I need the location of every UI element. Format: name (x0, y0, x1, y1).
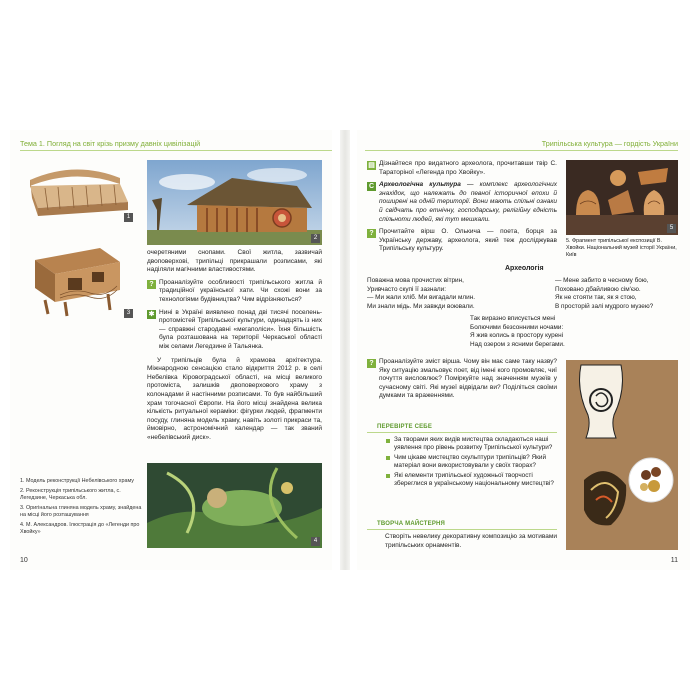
poem-stanza-2 (470, 315, 565, 349)
poem-line: Поховано дбайливою сім'єю. (555, 285, 641, 293)
poem-line: Я жив колись в простору курені (470, 332, 564, 339)
poem-stanza-3 (555, 277, 653, 311)
poem-line: Ми знали мідь. Ми завжди воювали. (367, 302, 475, 310)
poem-line: Уривчасто скупі її зазнали: (367, 285, 447, 293)
workshop-heading: ТВОРЧА МАЙСТЕРНЯ (377, 521, 446, 527)
poem-line: В просторій залі мудрого музею? (555, 302, 654, 310)
temple-architecture-text: У трипільців була й храмова архітектура. Міжнародною сенсацією стало відкриття 2012 р. в селі Небелівка Кіровоградської області, на місці великого протоміста, залишків двоповерхового храму з колонадами й настінними розписами. То був найбільший храм тогочасної Європи. На його місці знайдена велика кількість ритуальної кераміки: фігурки людей, фрагменти посуду, глиняна модель храму, навіть золоті прикраси та, ймовірно, астрономічний календар — так званий «небелівський диск». (147, 356, 322, 441)
poem-line: Над озером з ясними берегами. (470, 340, 565, 348)
left-running-head: Тема 1. Погляд на світ крізь призму давніх цивілізацій (20, 139, 201, 148)
figure-number-2: 2 (311, 234, 320, 243)
check-yourself-heading: ПЕРЕВІРТЕ СЕБЕ (377, 424, 433, 430)
temple-model-image (20, 158, 135, 224)
figure-number-1: 1 (124, 213, 133, 222)
figure-number-3: 3 (124, 309, 133, 318)
poem-line: — Ми жали хліб. Ми вигадали млин. (367, 294, 476, 301)
poem-stanza-1 (367, 277, 475, 311)
task-learn-text: Дізнайтеся про видатного археолога, прочитавши твір С. Тараторіної «Легенда про Хвойку». (379, 160, 557, 176)
check-item: За творами яких видів мистецтва складаються наші уявлення про рівень розвитку Трипільської культури? (385, 436, 557, 453)
task-analyze-block (367, 358, 557, 401)
poem-line: Болючими безсонними ночами: (470, 323, 564, 331)
clay-temple-model-image (20, 240, 135, 320)
figure-5-caption: 5. Фрагмент трипільської експозиції В. Хвойки. Національний музей історії України, Київ (566, 238, 677, 258)
left-text-column (147, 249, 322, 444)
right-top-text (367, 160, 557, 254)
book-gutter (340, 130, 350, 570)
ornament-craft-photo (566, 360, 678, 550)
right-head-rule (365, 150, 678, 151)
figure-captions (20, 478, 145, 539)
question-icon-3: ? (367, 359, 376, 368)
definition-block (367, 181, 557, 224)
definition-icon: С (368, 183, 375, 191)
fact-star-icon: ✱ (148, 310, 155, 318)
caption-4: 4. М. Александров. Ілюстрація до «Легенди про Хвойку» (20, 522, 140, 535)
legend-illustration-image (147, 463, 322, 548)
poem-line: — Мене забито в чесному бою, (555, 277, 649, 284)
task-read-text: Прочитайте вірш О. Олькича — поета, борця за Українську державу, археолога, який теж досліджував Трипільську культуру. (379, 228, 557, 253)
fact-protocities (147, 309, 322, 352)
task-compare-dwellings (147, 279, 322, 305)
check-item: Які елементи трипільської художньої творчості збереглися в українському національному мистецтві? (385, 472, 557, 489)
task-analyze-poem (367, 358, 557, 401)
book-icon: ▤ (368, 162, 375, 169)
workshop-rule (367, 529, 557, 530)
poem-title: Археологія (505, 265, 544, 272)
caption-3: 3. Оригінальна глиняна модель храму, знайдена на місці його розташування (20, 505, 142, 518)
definition-term: Археологічна культура (379, 181, 461, 189)
figure-number-4: 4 (311, 537, 320, 546)
workshop-text: Створіть невелику декоративну композицію за мотивами трипільських орнаментів. (385, 533, 557, 549)
poem-line: Поважна мова прочистих вітрин, (367, 277, 464, 284)
dwelling-description: очеретяними снопами. Свої житла, зазвичай двоповерхові, трипільці прикрашали розписами, які наділяли магічними властивостями. (147, 249, 322, 274)
museum-exhibit-photo (566, 160, 678, 235)
left-head-rule (20, 150, 332, 151)
task-analyze-text: Проаналізуйте зміст вірша. Чому він має саме таку назву? Яку ситуацію змальовує поет, від імені кого промовляє, чиї почуття висловлює? Поміркуйте над значенням музеїв у сучасному світі. Які музеї відвідали ви? Поділіться своїми думками та враженнями. (379, 358, 557, 400)
check-list (385, 436, 557, 489)
task-compare-text: Проаналізуйте особливості трипільського житла й традиційної української хати. Чи схожі вони за технологіями будівництва? Чим відрізняються? (159, 278, 322, 303)
fact-protocities-text: Нині в Україні виявлено понад дві тисячі поселень-протомістей Трипільської культури, одинадцять із них — справжні стародавні «мегаполіси». Їхня більшість була розташована на території Черкаської області між селами Легедзине й Тальянка. (159, 308, 322, 350)
question-icon-2: ? (367, 229, 376, 238)
caption-1: 1. Модель реконструкції Небелівського храму (20, 478, 134, 484)
left-page-number: 10 (20, 557, 28, 564)
task-read-poem (367, 228, 557, 254)
poem-line: Як не стояти так, як я стою, (555, 294, 637, 301)
poem-line: Так виразно вписується мені (470, 315, 556, 322)
check-rule (367, 432, 557, 433)
figure-number-5: 5 (667, 224, 676, 233)
question-icon: ? (147, 280, 156, 289)
task-learn-archaeologist (367, 160, 557, 177)
definition-text: — комплекс археологічних знахідок, що належать до певної історичної епохи й поширені на одній території. Вони мають спільні ознаки й свідчать про етнічну, господарську, релігійну єдність спільноти людей, які тут мешкали. (379, 181, 557, 223)
trypillian-dwelling-photo (147, 160, 322, 245)
check-item: Чим цікаве мистецтво скульптури трипільців? Який матеріал вони використовували у своїх творах? (385, 454, 557, 471)
caption-2: 2. Реконструкція трипільського житла, с. Легедзине, Черкаська обл. (20, 488, 121, 501)
right-page-number: 11 (670, 557, 678, 564)
right-running-head: Трипільська культура — гордість України (541, 139, 678, 148)
